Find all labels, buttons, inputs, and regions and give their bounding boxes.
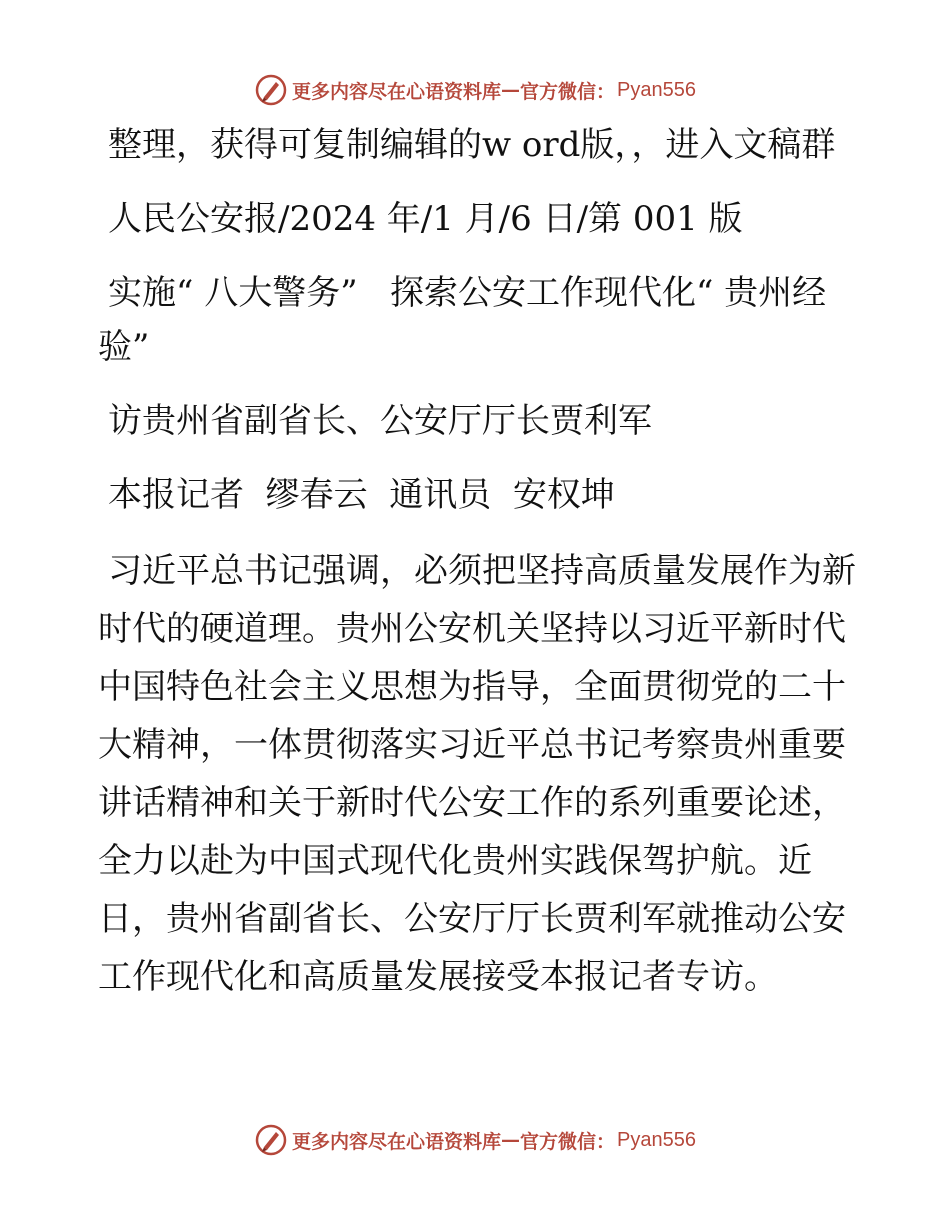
footer-banner (0, 1120, 950, 1160)
banner-wechat-id: Pyan556 (617, 78, 696, 101)
banner-brand: 更多内容尽在心语资料库 (292, 80, 502, 103)
headline: 实施“ 八大警务” 探索公安工作现代化“ 贵州经验” (98, 273, 827, 367)
header-banner (0, 70, 950, 110)
pen-logo-icon (254, 73, 288, 107)
banner-wechat-label: 官方微信： (520, 80, 616, 103)
document-body (98, 118, 858, 1026)
banner-brand: 更多内容尽在心语资料库 (292, 1130, 502, 1153)
banner-separator: — (501, 1129, 521, 1151)
banner-wechat-id: Pyan556 (617, 1128, 696, 1151)
subheadline: 访贵州省副省长、公安厅厅长贾利军 (108, 401, 652, 441)
body-paragraph: 习近平总书记强调，必须把坚持高质量发展作为新时代的硬道理。贵州公安机关坚持以习近平新时代中国特色社会主义思想为指导，全面贯彻党的二十大精神，一体贯彻落实习近平总书记考察贵州重要讲话精神和关于新时代公安工作的系列重要论述，全力以赴为中国式现代化贵州实践保驾护航。近日，贵州省副省长、公安厅厅长贾利军就推动公安工作现代化和高质量发展接受本报记者专访。 (98, 551, 856, 997)
banner-separator: — (501, 79, 521, 101)
source-line: 人民公安报/2024 年/1 月/6 日/第 001 版 (108, 199, 743, 239)
pen-logo-icon (254, 1123, 288, 1157)
byline: 本报记者 缪春云 通讯员 安权坤 (108, 475, 615, 515)
banner-wechat-label: 官方微信： (520, 1130, 616, 1153)
document-note: 整理，获得可复制编辑的w ord版，，进入文稿群 (108, 125, 836, 165)
